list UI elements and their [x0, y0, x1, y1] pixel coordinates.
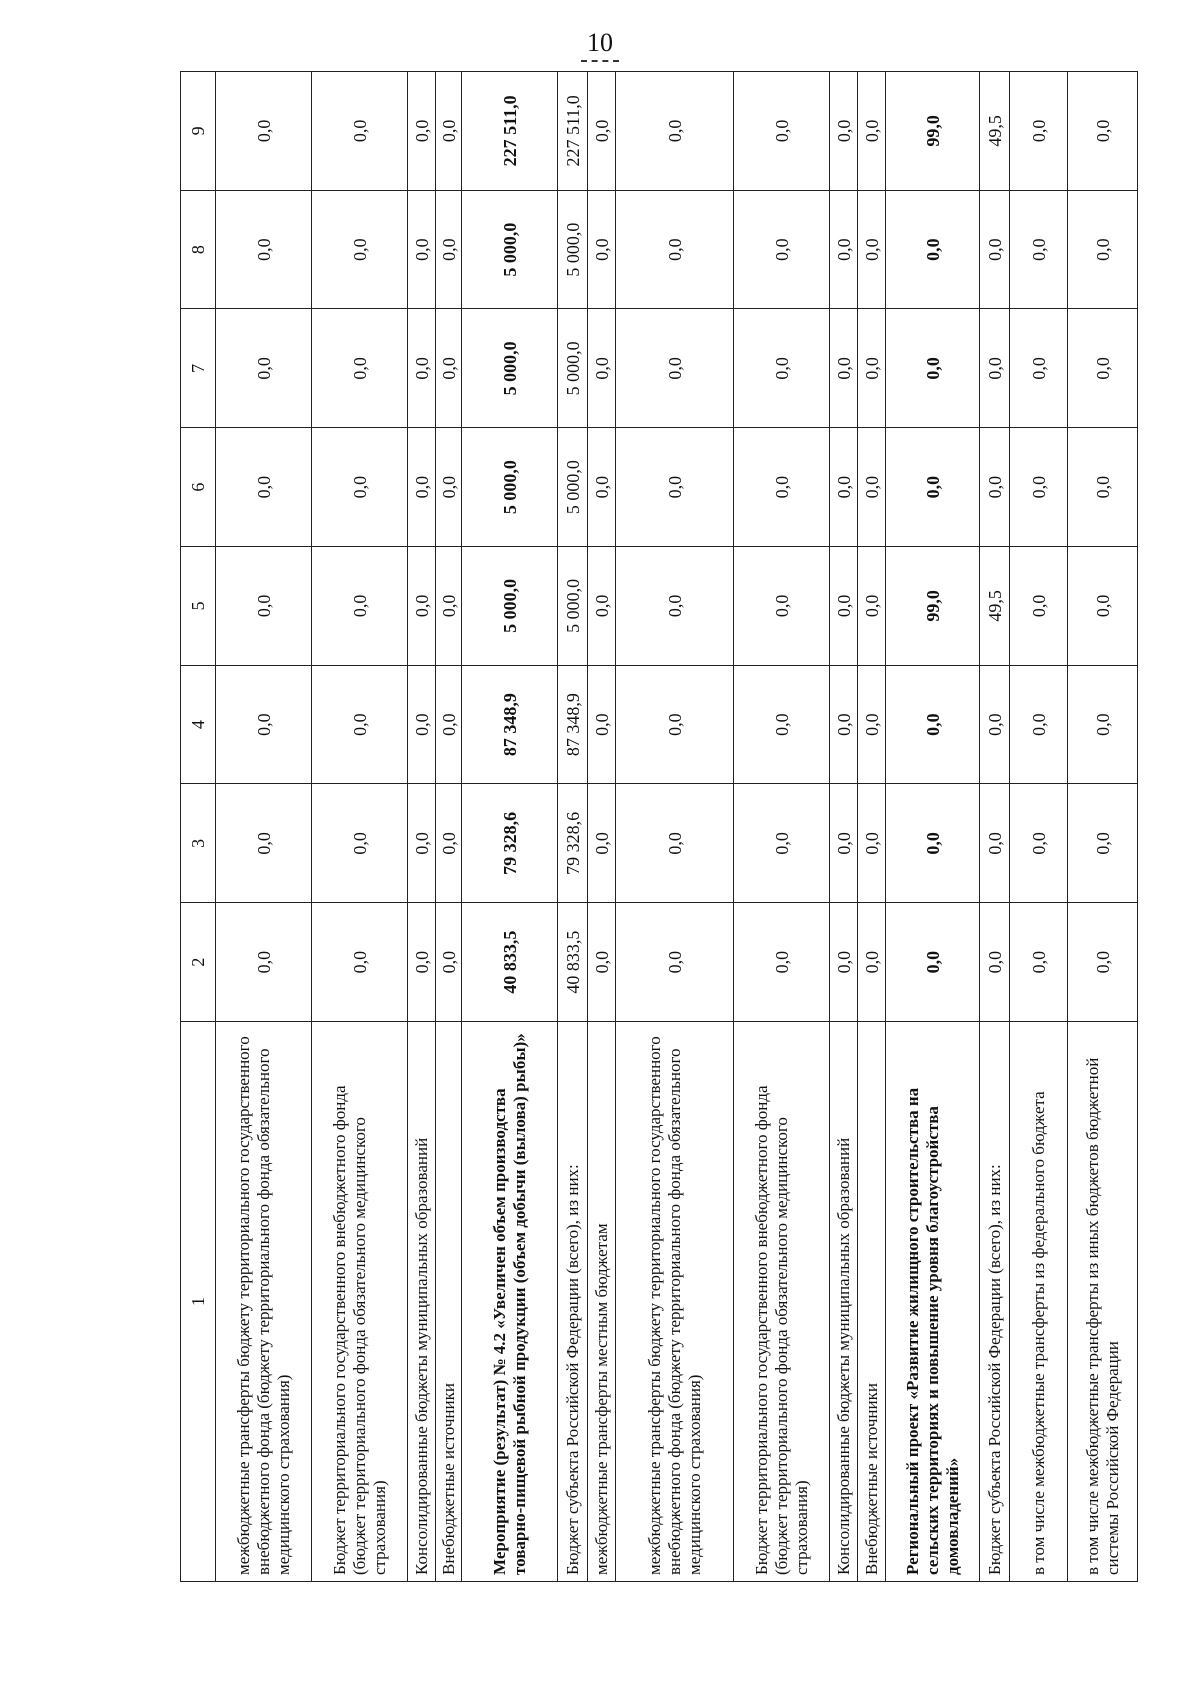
- value-cell: 0,0: [1068, 190, 1138, 309]
- value-cell: 0,0: [312, 72, 408, 191]
- value-cell: 0,0: [886, 190, 980, 309]
- value-cell: 5 000,0: [558, 309, 588, 428]
- column-header: 4: [181, 665, 216, 784]
- value-cell: 0,0: [616, 428, 734, 547]
- table-row: [734, 72, 830, 1582]
- value-cell: 0,0: [312, 428, 408, 547]
- value-cell: 87 348,9: [558, 665, 588, 784]
- row-label: Бюджет субъекта Российской Федерации (всего), из них:: [980, 1022, 1010, 1582]
- value-cell: 0,0: [734, 309, 830, 428]
- value-cell: 0,0: [734, 190, 830, 309]
- value-cell: 0,0: [858, 784, 886, 903]
- page-number-text: 10: [581, 28, 619, 62]
- value-cell: 0,0: [1068, 72, 1138, 191]
- value-cell: 0,0: [436, 665, 462, 784]
- table-row: [830, 72, 858, 1582]
- value-cell: 40 833,5: [462, 903, 558, 1022]
- value-cell: 0,0: [408, 903, 436, 1022]
- table-row: [980, 72, 1010, 1582]
- row-label: межбюджетные трансферты местным бюджетам: [588, 1022, 616, 1582]
- row-label: Бюджет территориального государственного внебюджетного фонда (бюджет территориального фонда обязательного медицинского страхования): [734, 1022, 830, 1582]
- table-row: [1068, 72, 1138, 1582]
- value-cell: 49,5: [980, 72, 1010, 191]
- table-row: [588, 72, 616, 1582]
- value-cell: 0,0: [216, 190, 312, 309]
- column-header: 3: [181, 784, 216, 903]
- table-row: [216, 72, 312, 1582]
- value-cell: 0,0: [1068, 665, 1138, 784]
- table-row: [462, 72, 558, 1582]
- value-cell: 0,0: [830, 309, 858, 428]
- value-cell: 0,0: [436, 309, 462, 428]
- value-cell: 0,0: [1068, 309, 1138, 428]
- value-cell: 0,0: [436, 72, 462, 191]
- value-cell: 5 000,0: [558, 190, 588, 309]
- row-label: Внебюджетные источники: [858, 1022, 886, 1582]
- row-label: в том числе межбюджетные трансферты из федерального бюджета: [1010, 1022, 1068, 1582]
- row-label: Мероприятие (результат) № 4.2 «Увеличен объем производства товарно-пищевой рыбной продукции (объем добычи (вылова) рыбы)»: [462, 1022, 558, 1582]
- value-cell: 5 000,0: [462, 428, 558, 547]
- table-row: [616, 72, 734, 1582]
- value-cell: 5 000,0: [462, 309, 558, 428]
- value-cell: 227 511,0: [558, 72, 588, 191]
- value-cell: 0,0: [588, 309, 616, 428]
- value-cell: 0,0: [588, 903, 616, 1022]
- value-cell: 0,0: [616, 903, 734, 1022]
- value-cell: 0,0: [830, 72, 858, 191]
- column-header: 8: [181, 190, 216, 309]
- row-label: межбюджетные трансферты бюджету территориального государственного внебюджетного фонда (бюджету территориального фонда обязательного медицинского страхования): [616, 1022, 734, 1582]
- table-row: [312, 72, 408, 1582]
- value-cell: 0,0: [408, 309, 436, 428]
- value-cell: 0,0: [1010, 903, 1068, 1022]
- value-cell: 0,0: [216, 309, 312, 428]
- value-cell: 0,0: [734, 72, 830, 191]
- value-cell: 0,0: [858, 903, 886, 1022]
- value-cell: 0,0: [312, 903, 408, 1022]
- row-label: Бюджет субъекта Российской Федерации (всего), из них:: [558, 1022, 588, 1582]
- column-header: 6: [181, 428, 216, 547]
- rotated-table-frame: [180, 72, 1122, 1582]
- value-cell: 0,0: [830, 784, 858, 903]
- value-cell: 5 000,0: [558, 547, 588, 666]
- column-header: 1: [181, 1022, 216, 1582]
- table-row: [436, 72, 462, 1582]
- value-cell: 0,0: [312, 784, 408, 903]
- value-cell: 0,0: [436, 784, 462, 903]
- value-cell: 0,0: [980, 309, 1010, 428]
- row-label: в том числе межбюджетные трансферты из иных бюджетов бюджетной системы Российской Федерации: [1068, 1022, 1138, 1582]
- row-label: Консолидированные бюджеты муниципальных образований: [830, 1022, 858, 1582]
- value-cell: 0,0: [980, 784, 1010, 903]
- value-cell: 0,0: [436, 190, 462, 309]
- value-cell: 0,0: [588, 428, 616, 547]
- page-number: [0, 28, 1200, 62]
- table-body: [216, 72, 1138, 1582]
- value-cell: 0,0: [886, 428, 980, 547]
- value-cell: 0,0: [1010, 190, 1068, 309]
- value-cell: 0,0: [858, 72, 886, 191]
- row-label: Бюджет территориального государственного внебюджетного фонда (бюджет территориального фонда обязательного медицинского страхования): [312, 1022, 408, 1582]
- value-cell: 0,0: [436, 903, 462, 1022]
- value-cell: 0,0: [830, 665, 858, 784]
- value-cell: 0,0: [980, 665, 1010, 784]
- value-cell: 0,0: [980, 903, 1010, 1022]
- value-cell: 0,0: [886, 784, 980, 903]
- table-row: [558, 72, 588, 1582]
- value-cell: 0,0: [1068, 903, 1138, 1022]
- value-cell: 0,0: [616, 72, 734, 191]
- row-label: межбюджетные трансферты бюджету территориального государственного внебюджетного фонда (бюджету территориального фонда обязательного медицинского страхования): [216, 1022, 312, 1582]
- column-header: 7: [181, 309, 216, 428]
- value-cell: 5 000,0: [462, 190, 558, 309]
- value-cell: 0,0: [858, 547, 886, 666]
- table-sheet: [180, 72, 1122, 1582]
- value-cell: 0,0: [858, 665, 886, 784]
- value-cell: 0,0: [216, 903, 312, 1022]
- value-cell: 0,0: [588, 547, 616, 666]
- column-header: 9: [181, 72, 216, 191]
- value-cell: 0,0: [980, 190, 1010, 309]
- value-cell: 0,0: [886, 903, 980, 1022]
- value-cell: 0,0: [408, 72, 436, 191]
- value-cell: 0,0: [216, 428, 312, 547]
- value-cell: 0,0: [1010, 784, 1068, 903]
- value-cell: 0,0: [830, 190, 858, 309]
- value-cell: 0,0: [216, 784, 312, 903]
- value-cell: 0,0: [858, 309, 886, 428]
- value-cell: 0,0: [616, 309, 734, 428]
- value-cell: 0,0: [408, 547, 436, 666]
- value-cell: 0,0: [312, 190, 408, 309]
- value-cell: 0,0: [588, 784, 616, 903]
- value-cell: 5 000,0: [558, 428, 588, 547]
- value-cell: 87 348,9: [462, 665, 558, 784]
- value-cell: 99,0: [886, 547, 980, 666]
- value-cell: 0,0: [734, 665, 830, 784]
- value-cell: 0,0: [1068, 784, 1138, 903]
- header-row: [181, 72, 216, 1582]
- value-cell: 40 833,5: [558, 903, 588, 1022]
- value-cell: 0,0: [830, 547, 858, 666]
- value-cell: 0,0: [830, 903, 858, 1022]
- value-cell: 0,0: [1010, 665, 1068, 784]
- value-cell: 0,0: [312, 309, 408, 428]
- value-cell: 0,0: [886, 665, 980, 784]
- value-cell: 0,0: [312, 665, 408, 784]
- value-cell: 0,0: [616, 190, 734, 309]
- value-cell: 0,0: [588, 190, 616, 309]
- value-cell: 0,0: [216, 547, 312, 666]
- value-cell: 49,5: [980, 547, 1010, 666]
- value-cell: 99,0: [886, 72, 980, 191]
- value-cell: 0,0: [886, 309, 980, 428]
- value-cell: 79 328,6: [558, 784, 588, 903]
- value-cell: 0,0: [734, 428, 830, 547]
- row-label: Региональный проект «Развитие жилищного строительства на сельских территориях и повышение уровня благоустройства домовладений»: [886, 1022, 980, 1582]
- value-cell: 0,0: [312, 547, 408, 666]
- value-cell: 0,0: [436, 547, 462, 666]
- table-row: [1010, 72, 1068, 1582]
- value-cell: 0,0: [616, 665, 734, 784]
- value-cell: 0,0: [734, 903, 830, 1022]
- value-cell: 0,0: [216, 72, 312, 191]
- table-row: [408, 72, 436, 1582]
- row-label: Внебюджетные источники: [436, 1022, 462, 1582]
- value-cell: 227 511,0: [462, 72, 558, 191]
- table-row: [858, 72, 886, 1582]
- column-header: 5: [181, 547, 216, 666]
- value-cell: 0,0: [408, 784, 436, 903]
- value-cell: 0,0: [980, 428, 1010, 547]
- value-cell: 0,0: [1010, 428, 1068, 547]
- budget-table: [180, 71, 1138, 1582]
- value-cell: 0,0: [858, 190, 886, 309]
- table-row: [886, 72, 980, 1582]
- value-cell: 0,0: [588, 72, 616, 191]
- value-cell: 0,0: [616, 547, 734, 666]
- value-cell: 5 000,0: [462, 547, 558, 666]
- value-cell: 0,0: [1068, 547, 1138, 666]
- value-cell: 79 328,6: [462, 784, 558, 903]
- column-header: 2: [181, 903, 216, 1022]
- row-label: Консолидированные бюджеты муниципальных образований: [408, 1022, 436, 1582]
- value-cell: 0,0: [1068, 428, 1138, 547]
- value-cell: 0,0: [1010, 72, 1068, 191]
- value-cell: 0,0: [408, 428, 436, 547]
- value-cell: 0,0: [734, 547, 830, 666]
- value-cell: 0,0: [830, 428, 858, 547]
- value-cell: 0,0: [858, 428, 886, 547]
- value-cell: 0,0: [616, 784, 734, 903]
- value-cell: 0,0: [408, 190, 436, 309]
- value-cell: 0,0: [1010, 309, 1068, 428]
- value-cell: 0,0: [734, 784, 830, 903]
- value-cell: 0,0: [408, 665, 436, 784]
- value-cell: 0,0: [588, 665, 616, 784]
- value-cell: 0,0: [216, 665, 312, 784]
- value-cell: 0,0: [1010, 547, 1068, 666]
- value-cell: 0,0: [436, 428, 462, 547]
